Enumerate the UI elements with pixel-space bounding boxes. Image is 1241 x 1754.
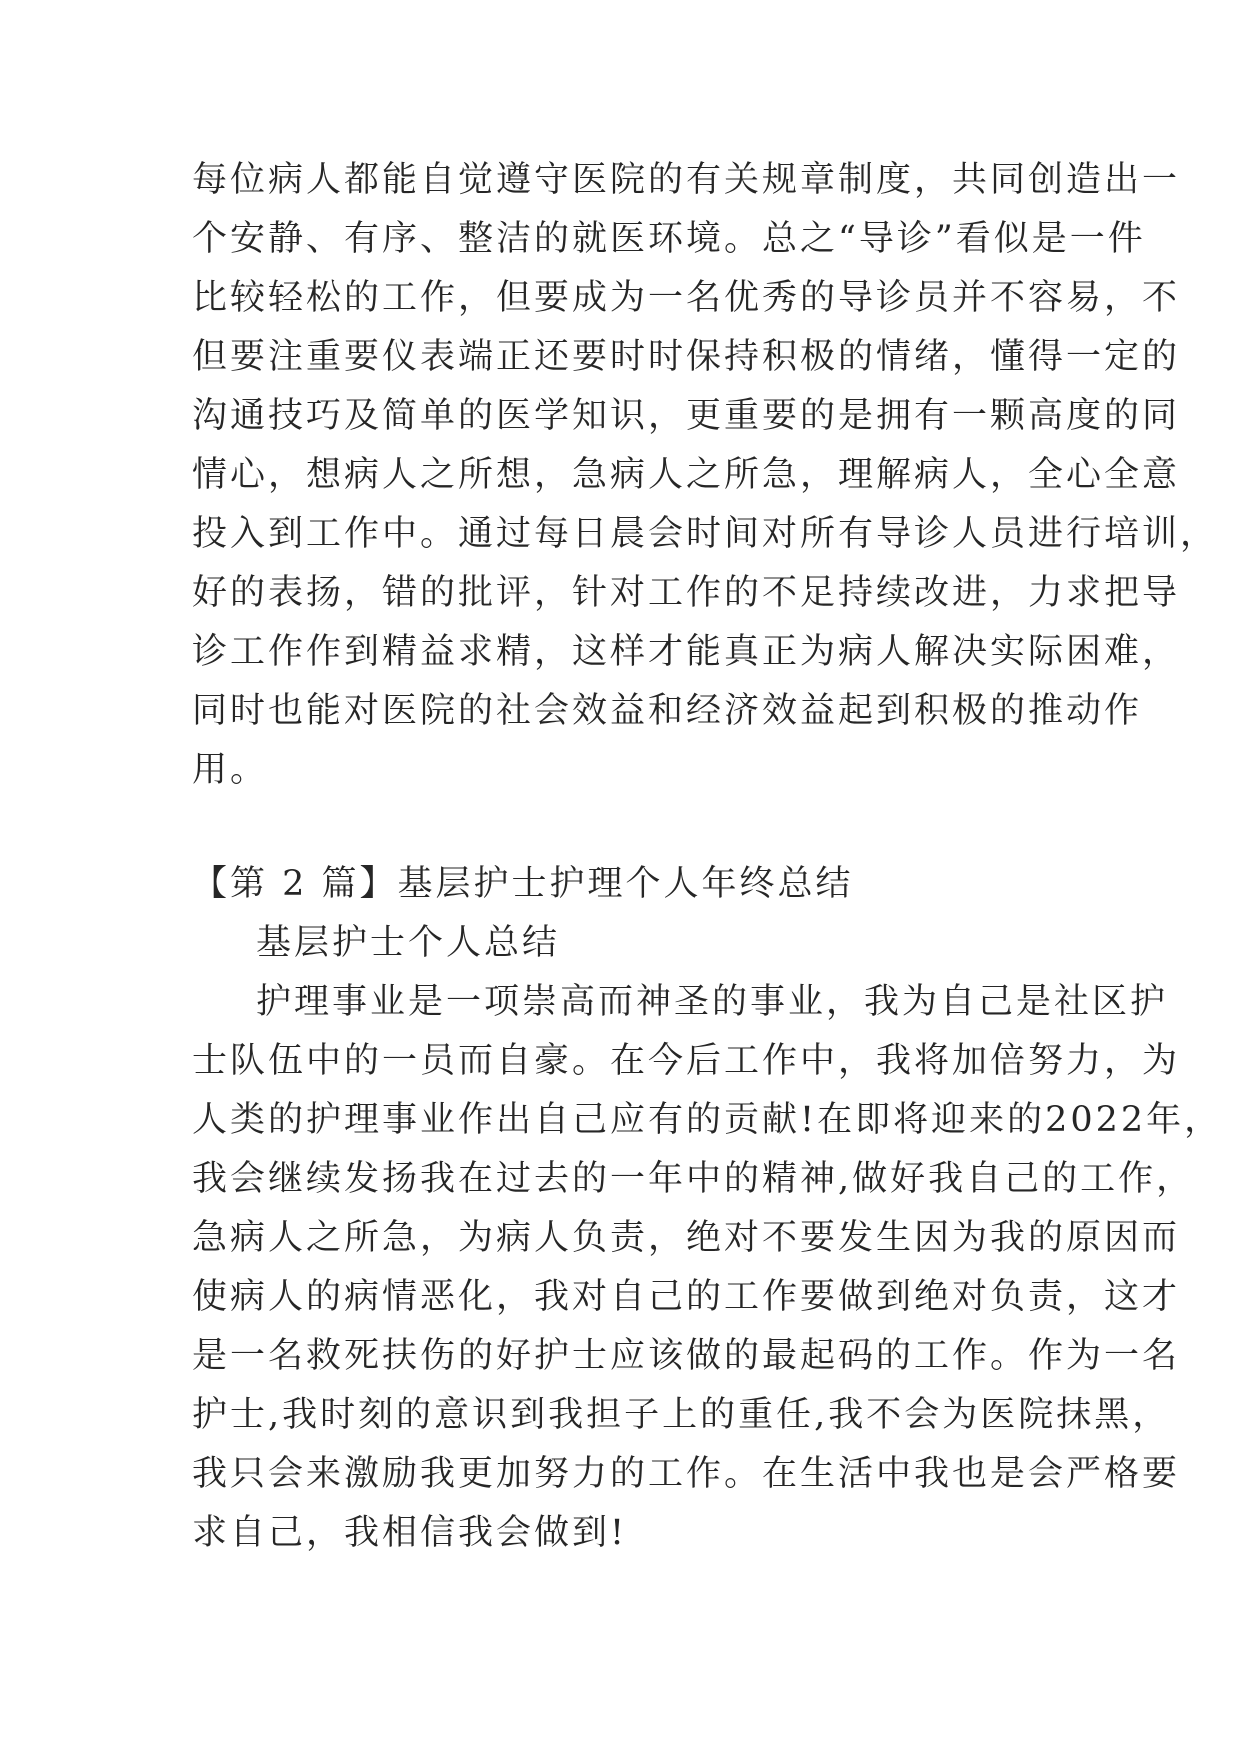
paragraph-line: 护士,我时刻的意识到我担子上的重任,我不会为医院抹黑， <box>192 1395 1171 1435</box>
section-2 <box>192 855 1223 1563</box>
continued-paragraph <box>192 151 1219 800</box>
paragraph-line: 是一名救死扶伤的好护士应该做的最起码的工作。作为一名 <box>192 1336 1181 1376</box>
section-subtitle: 基层护士个人总结 <box>256 923 561 963</box>
paragraph-line: 好的表扬，错的批评，针对工作的不足持续改进，力求把导 <box>192 573 1181 613</box>
paragraph-line: 同时也能对医院的社会效益和经济效益起到积极的推动作 <box>192 691 1143 731</box>
paragraph-line: 用。 <box>192 750 269 790</box>
paragraph-line: 沟通技巧及简单的医学知识，更重要的是拥有一颗高度的同 <box>192 396 1181 436</box>
paragraph-line: 诊工作作到精益求精，这样才能真正为病人解决实际困难， <box>192 632 1181 672</box>
paragraph-line: 每位病人都能自觉遵守医院的有关规章制度，共同创造出一 <box>192 160 1181 200</box>
paragraph-line: 使病人的病情恶化，我对自己的工作要做到绝对负责，这才 <box>192 1277 1181 1317</box>
paragraph-line: 投入到工作中。通过每日晨会时间对所有导诊人员进行培训， <box>192 514 1219 554</box>
section-heading: 【第 2 篇】基层护士护理个人年终总结 <box>192 864 854 904</box>
paragraph-line: 求自己，我相信我会做到! <box>192 1513 628 1553</box>
paragraph-line: 比较轻松的工作，但要成为一名优秀的导诊员并不容易，不 <box>192 278 1181 318</box>
paragraph-line: 但要注重要仪表端正还要时时保持积极的情绪，懂得一定的 <box>192 337 1181 377</box>
paragraph-line: 护理事业是一项崇高而神圣的事业，我为自己是社区护 <box>256 982 1169 1022</box>
paragraph-line: 人类的护理事业作出自己应有的贡献!在即将迎来的2022年， <box>192 1100 1223 1140</box>
paragraph-line: 士队伍中的一员而自豪。在今后工作中，我将加倍努力，为 <box>192 1041 1181 1081</box>
paragraph-line: 我会继续发扬我在过去的一年中的精神,做好我自己的工作， <box>192 1159 1195 1199</box>
paragraph-line: 个安静、有序、整洁的就医环境。总之“导诊”看似是一件 <box>192 219 1146 259</box>
paragraph-line: 急病人之所急，为病人负责，绝对不要发生因为我的原因而 <box>192 1218 1181 1258</box>
paragraph-line: 情心，想病人之所想，急病人之所急，理解病人，全心全意 <box>192 455 1181 495</box>
paragraph-line: 我只会来激励我更加努力的工作。在生活中我也是会严格要 <box>192 1454 1181 1494</box>
